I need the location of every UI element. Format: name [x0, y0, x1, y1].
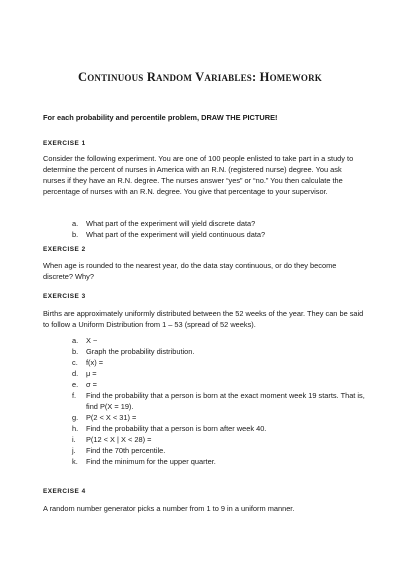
exercise-3-list: [43, 335, 365, 467]
list-item-text: What part of the experiment will yield continuous data?: [86, 230, 266, 239]
list-item: [43, 368, 365, 379]
list-item-text: Graph the probability distribution.: [86, 347, 195, 356]
list-item: [43, 379, 365, 390]
list-item: [43, 335, 365, 346]
list-item: [43, 346, 365, 357]
list-marker: a.: [72, 336, 79, 345]
list-marker: b.: [72, 347, 79, 356]
list-item-text: X ~: [86, 336, 98, 345]
exercise-4-text: A random number generator picks a number from 1 to 9 in a uniform manner.: [43, 504, 295, 513]
exercise-3-heading: EXERCISE 3: [43, 293, 86, 300]
exercise-4-heading: EXERCISE 4: [43, 488, 86, 495]
list-marker: i.: [72, 435, 76, 444]
list-marker: j.: [72, 446, 76, 455]
list-item-text: Find the probability that a person is born after week 40.: [86, 424, 267, 433]
exercise-1-list: [43, 218, 365, 240]
instruction-text: For each probability and percentile problem, DRAW THE PICTURE!: [43, 113, 278, 122]
list-item-text: Find the 70th percentile.: [86, 446, 166, 455]
list-item: [43, 390, 365, 412]
list-marker: e.: [72, 380, 79, 389]
list-item-text: Find the minimum for the upper quarter.: [86, 457, 216, 466]
list-marker: h.: [72, 424, 79, 433]
list-item: [43, 412, 365, 423]
list-item-text: Find the probability that a person is born at the exact moment week 19 starts. That is, find P(X = 19).: [86, 391, 365, 411]
list-item: [43, 456, 365, 467]
list-marker: a.: [72, 219, 79, 228]
list-marker: g.: [72, 413, 79, 422]
list-item-text: P(2 < X < 31) =: [86, 413, 137, 422]
exercise-3-text: Births are approximately uniformly distributed between the 52 weeks of the year. They can be said to follow a Uniform Distribution from 1 – 53 (spread of 52 weeks).: [43, 309, 364, 329]
list-item-text: P(12 < X | X < 28) =: [86, 435, 152, 444]
list-item: [43, 423, 365, 434]
list-item: [43, 434, 365, 445]
exercise-1-text: Consider the following experiment. You are one of 100 people enlisted to take part in a study to determine the percent of nurses in America with an R.N. (registered nurse) degree. You ask nurses if they have an R.N. degree. The nurses answer “yes” or “no.” You then calculate the percentage of nurses with an R.N. degree. You give that percentage to your supervisor.: [43, 154, 354, 196]
list-item: [43, 445, 365, 456]
exercise-2-text: When age is rounded to the nearest year, do the data stay continuous, or do they become discrete? Why?: [43, 261, 337, 281]
list-marker: c.: [72, 358, 78, 367]
list-item: [43, 357, 365, 368]
list-marker: b.: [72, 230, 79, 239]
exercise-2-heading: EXERCISE 2: [43, 246, 86, 253]
list-item-text: f(x) =: [86, 358, 104, 367]
list-item-text: σ =: [86, 380, 97, 389]
list-marker: d.: [72, 369, 79, 378]
exercise-1-heading: EXERCISE 1: [43, 140, 86, 147]
list-marker: f.: [72, 391, 77, 400]
list-item-text: What part of the experiment will yield discrete data?: [86, 219, 256, 228]
list-item: [43, 218, 365, 229]
list-item-text: μ =: [86, 369, 97, 378]
list-item: [43, 229, 365, 240]
page-title: Continuous Random Variables: Homework: [77, 70, 323, 84]
list-marker: k.: [72, 457, 78, 466]
